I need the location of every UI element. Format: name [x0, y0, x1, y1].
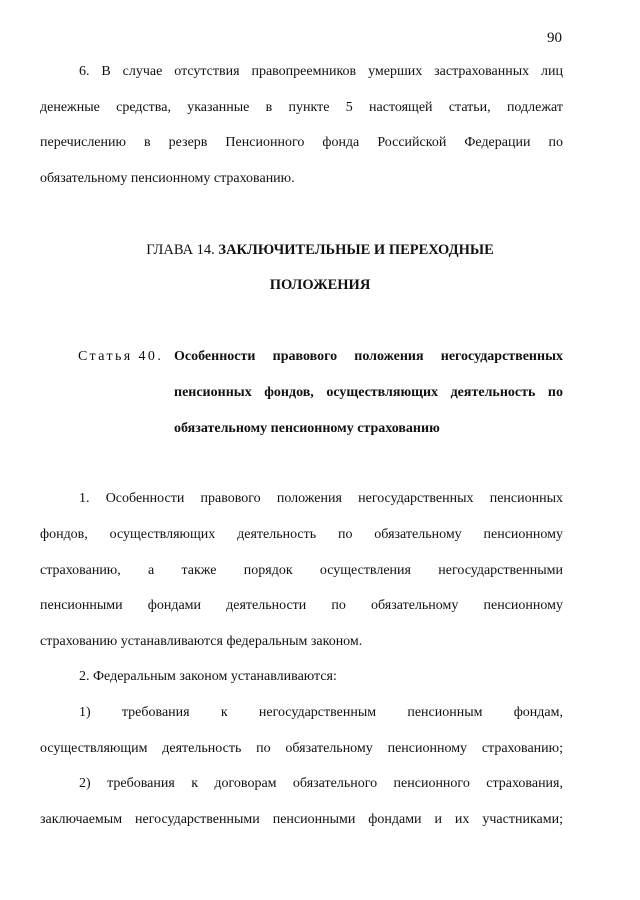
para6-line-1: 6. В случае отсутствия правопреемников умерших застрахованных лиц: [79, 64, 563, 79]
article-label: Статья 40.: [78, 349, 164, 364]
para6-line-2: денежные средства, указанные в пункте 5 настоящей статьи, подлежат: [40, 100, 563, 115]
para6-line-4: обязательному пенсионному страхованию.: [40, 171, 295, 186]
item1-line-2: осуществляющим деятельность по обязательному пенсионному страхованию;: [40, 741, 563, 756]
para1-line-3: страхованию, а также порядок осуществления негосударственными: [40, 563, 563, 578]
article-title-line-3: обязательному пенсионному страхованию: [174, 421, 440, 436]
article-title-line-2: пенсионных фондов, осуществляющих деятельность по: [174, 385, 563, 400]
item1-line-1: 1) требования к негосударственным пенсионным фондам,: [79, 705, 563, 720]
para6-line-3: перечислению в резерв Пенсионного фонда Российской Федерации по: [40, 135, 563, 150]
item2-line-2: заключаемым негосударственными пенсионными фондами и их участниками;: [40, 812, 563, 827]
item2-line-1: 2) требования к договорам обязательного пенсионного страхования,: [79, 776, 563, 791]
para1-line-2: фондов, осуществляющих деятельность по обязательному пенсионному: [40, 527, 563, 542]
para1-line-1: 1. Особенности правового положения негосударственных пенсионных: [79, 491, 563, 506]
para1-line-5: страхованию устанавливаются федеральным законом.: [40, 634, 363, 649]
para2-line: 2. Федеральным законом устанавливаются:: [79, 669, 337, 684]
chapter-title: ЗАКЛЮЧИТЕЛЬНЫЕ И ПЕРЕХОДНЫЕ: [218, 242, 494, 258]
chapter-heading-line-2: ПОЛОЖЕНИЯ: [269, 277, 371, 293]
para1-line-4: пенсионными фондами деятельности по обязательному пенсионному: [40, 598, 563, 613]
chapter-prefix: ГЛАВА 14.: [146, 242, 219, 258]
article-title-line-1: Особенности правового положения негосударственных: [174, 349, 563, 364]
page-number: 90: [547, 30, 562, 46]
chapter-heading-line-1: [40, 241, 600, 259]
